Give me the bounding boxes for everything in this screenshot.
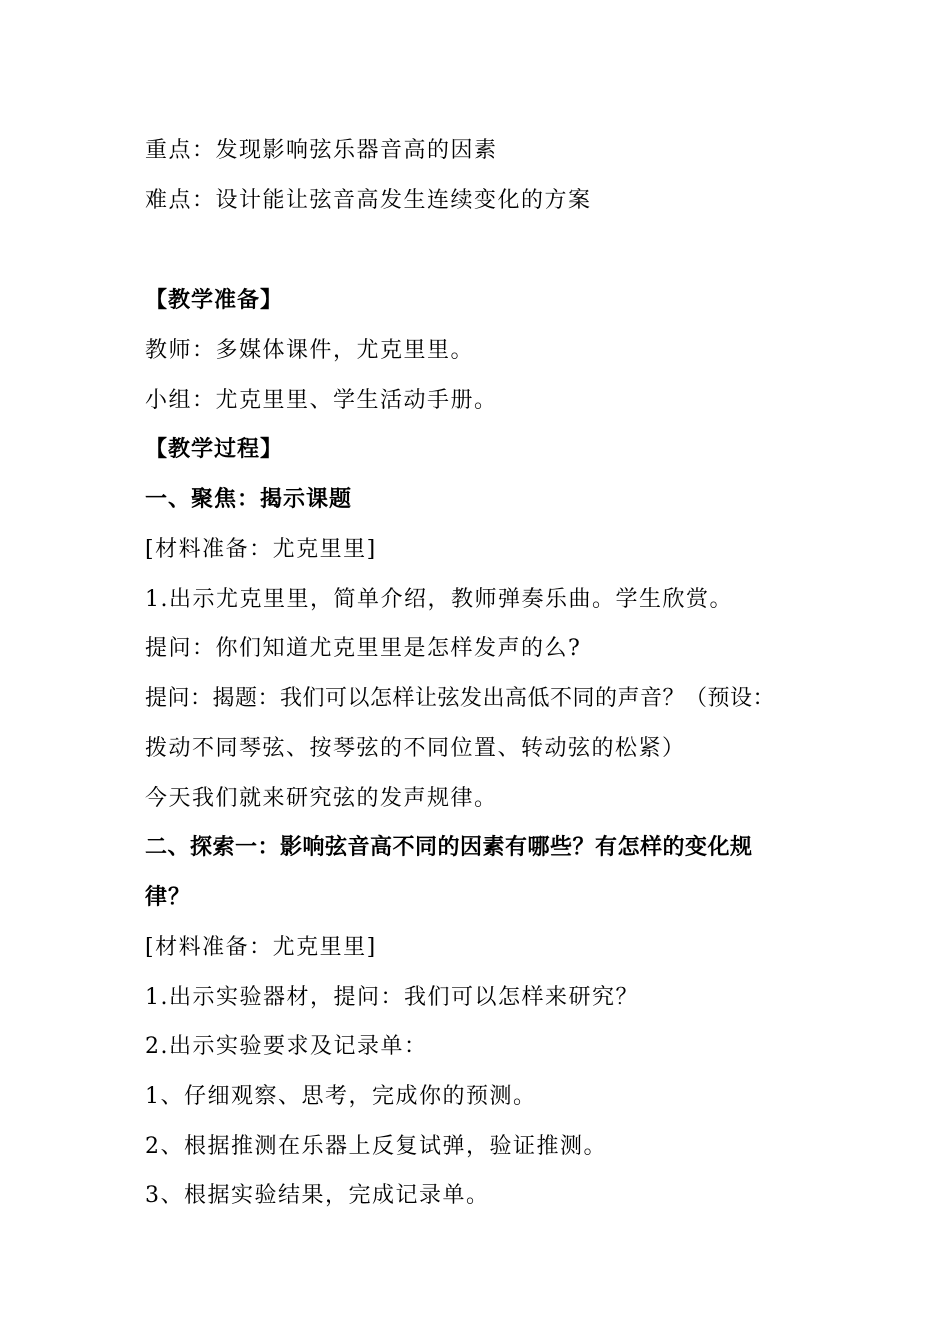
requirement-2: 2、根据推测在乐器上反复试弹，验证推测。 [145,1134,607,1159]
difficulty-text: 难点：设计能让弦音高发生连续变化的方案 [145,188,592,213]
requirement-3: 3、根据实验结果，完成记录单。 [145,1183,490,1208]
section1-summary: 今天我们就来研究弦的发声规律。 [145,786,498,811]
requirement-1: 1、仔细观察、思考，完成你的预测。 [145,1084,537,1109]
prep-heading: 【教学准备】 [145,288,284,313]
key-point-text: 重点：发现影响弦乐器音高的因素 [145,138,498,163]
section1-question2-line1: 提问：揭题：我们可以怎样让弦发出高低不同的声音？（预设： [145,686,776,711]
section2-materials: [材料准备：尤克里里] [145,935,377,960]
section1-materials: [材料准备：尤克里里] [145,537,377,562]
section2-step1: 1.出示实验器材，提问：我们可以怎样来研究？ [145,985,639,1010]
section2-title-line2: 律？ [145,885,192,910]
teacher-prep-text: 教师：多媒体课件，尤克里里。 [145,338,475,363]
group-prep-text: 小组：尤克里里、学生活动手册。 [145,388,498,413]
section1-question1: 提问：你们知道尤克里里是怎样发声的么? [145,636,582,661]
section1-title: 一、聚焦：揭示课题 [145,487,353,512]
section1-step1: 1.出示尤克里里，简单介绍，教师弹奏乐曲。学生欣赏。 [145,587,733,612]
process-heading: 【教学过程】 [145,437,284,462]
section2-step2: 2.出示实验要求及记录单： [145,1034,428,1059]
section1-question2-line2: 拨动不同琴弦、按琴弦的不同位置、转动弦的松紧） [145,736,686,761]
section2-title-line1: 二、探索一：影响弦音高不同的因素有哪些？有怎样的变化规 [145,835,753,860]
